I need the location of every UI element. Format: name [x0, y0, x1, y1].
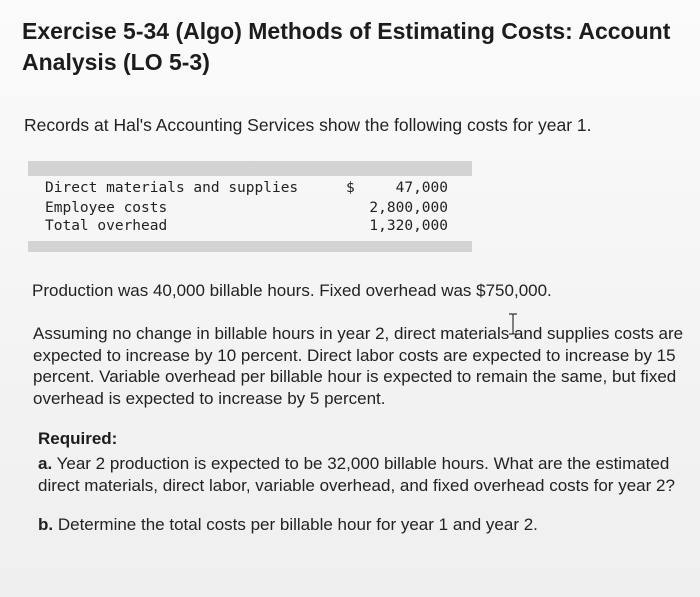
cost-label: Direct materials and supplies: [45, 180, 299, 196]
requirement-a-text: Year 2 production is expected to be 32,000 billable hours. What are the estimated direct materials, direct labor, variable overhead, and fixed overhead costs for year 2?: [38, 454, 675, 495]
production-paragraph: Production was 40,000 billable hours. Fixed overhead was $750,000.: [32, 281, 552, 300]
exercise-title: Exercise 5-34 (Algo) Methods of Estimating Costs: Account Analysis (LO 5-3): [22, 18, 671, 75]
currency-symbol: $: [346, 180, 355, 196]
cost-row-total-overhead: [28, 218, 472, 237]
requirement-a: [38, 453, 688, 496]
cost-row-direct-materials: [28, 180, 472, 199]
cost-label: Total overhead: [45, 218, 168, 234]
requirement-b: [38, 514, 688, 536]
cost-row-employee-costs: [28, 200, 472, 219]
intro-text: Records at Hal's Accounting Services show the following costs for year 1.: [24, 115, 592, 135]
text-cursor-icon: [508, 313, 518, 335]
table-footer-bar: [28, 241, 472, 252]
cost-table: [28, 161, 472, 255]
requirement-a-marker: a.: [38, 454, 53, 473]
cost-label: Employee costs: [45, 200, 168, 216]
cost-value: 47,000: [395, 180, 448, 196]
assumptions-paragraph: Assuming no change in billable hours in year 2, direct materials and supplies costs are expected to increase by 10 percent. Direct labor costs are expected to increase by 15 percent. Variable overhead per billable hour is expected to remain the same, but fixed overhead is expected to increase by 5 percent.: [33, 324, 684, 408]
required-heading: Required:: [38, 429, 118, 448]
requirement-b-text: Determine the total costs per billable hour for year 1 and year 2.: [57, 515, 538, 534]
requirement-b-marker: b.: [38, 515, 54, 534]
table-header-bar: [28, 161, 472, 176]
cost-value: 2,800,000: [369, 200, 448, 216]
cost-value: 1,320,000: [369, 218, 448, 234]
